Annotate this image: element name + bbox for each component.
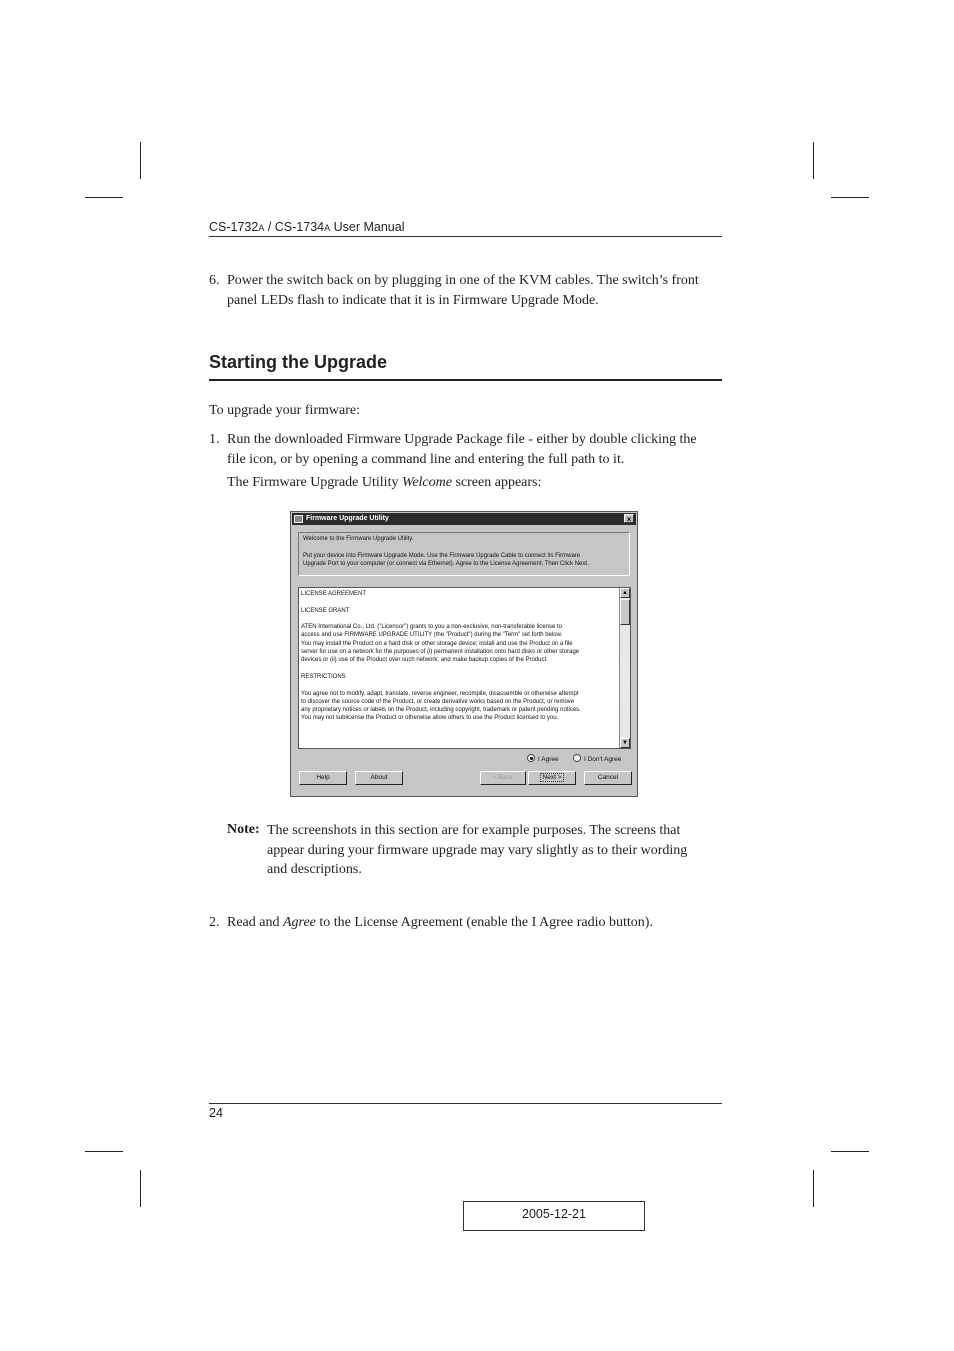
next-button[interactable]: Next >	[528, 771, 576, 785]
crop-mark	[140, 1170, 141, 1207]
step-number: 6.	[209, 273, 220, 288]
page-number: 24	[209, 1106, 223, 1120]
note-text: The screenshots in this section are for example purposes. The screens that appear during your firmware upgrade may vary slightly as to their wording and descriptions.	[267, 823, 688, 877]
crop-mark	[140, 142, 141, 179]
back-button[interactable]: < Back	[480, 771, 526, 785]
intro-text: To upgrade your firmware:	[209, 403, 361, 418]
crop-mark	[85, 197, 123, 198]
crop-mark	[813, 1170, 814, 1207]
crop-mark	[813, 142, 814, 179]
about-button[interactable]: About	[355, 771, 403, 785]
cancel-button[interactable]: Cancel	[584, 771, 632, 785]
crop-mark	[831, 197, 869, 198]
scroll-up-icon[interactable]: ▲	[620, 588, 630, 598]
help-button[interactable]: Help	[299, 771, 347, 785]
scroll-down-icon[interactable]: ▼	[620, 738, 630, 748]
crop-mark	[85, 1151, 123, 1152]
header-rule	[209, 236, 722, 237]
radio-unselected-icon[interactable]	[573, 754, 581, 762]
step-1-text: Run the downloaded Firmware Upgrade Package file - either by double clicking the file icon, or by opening a command line and entering the full path to it.	[227, 432, 697, 467]
crop-mark	[831, 1151, 869, 1152]
radio-selected-icon[interactable]	[527, 754, 535, 762]
section-rule	[209, 379, 722, 381]
disagree-radio[interactable]: I Don't Agree	[573, 754, 621, 764]
section-title: Starting the Upgrade	[209, 352, 388, 372]
footer-rule	[209, 1103, 722, 1104]
close-icon[interactable]: ×	[624, 514, 634, 523]
step-6-text: Power the switch back on by plugging in one of the KVM cables. The switch’s front panel LEDs flash to indicate that it is in Firmware Upgrade Mode.	[227, 273, 699, 308]
welcome-message: Welcome to the Firmware Upgrade Utility. Put your device into Firmware Upgrade Mode. Use the Firmware Upgrade Cable to connect its Firmware Upgrade Port to your computer (or connect via Ethernet). Agree to the License Agreement; Then Click Next.	[298, 532, 630, 576]
scroll-thumb[interactable]	[620, 599, 630, 625]
app-icon	[294, 515, 303, 523]
firmware-upgrade-dialog	[290, 511, 638, 797]
agree-radio[interactable]: I Agree	[527, 754, 559, 764]
running-header: CS-1732A / CS-1734A User Manual	[209, 220, 405, 234]
date-stamp: 2005-12-21	[463, 1201, 645, 1231]
step-number: 2.	[209, 915, 220, 930]
dialog-title: Firmware Upgrade Utility	[306, 515, 389, 522]
license-scrollbar[interactable]	[619, 588, 630, 748]
screenshot-caption: The Firmware Upgrade Utility Welcome screen appears:	[227, 475, 542, 490]
step-number: 1.	[209, 432, 220, 447]
license-textarea[interactable]	[298, 587, 631, 749]
step-2-text: Read and Agree to the License Agreement (enable the I Agree radio button).	[227, 915, 653, 930]
license-text: LICENSE AGREEMENT LICENSE GRANT ATEN International Co., Ltd. ("Licensor") grants to you a non-exclusive, non-transferable license to access and use FIRMWARE UPGRADE UTILITY (the "Product") during the "Term" set forth below. You may install the Product on a hard disk or other storage device; install and use the Product on a file server for use on a network for the purposes of (i) permanent installation onto hard disks or other storage devices or (ii) use of the Product over such network; and make backup copies of the Product. RESTRICTIONS You agree not to modify, adapt, translate, reverse engineer, recompile, disassemble or otherwise attempt to discover the source code of the Product, or create derivative works based on the Product, or remove any proprietary notices or labels on the Product, including copyright, trademark or patent pending notices. You may not sublicense the Product or otherwise allow others to use the Product licensed to you.	[301, 591, 581, 722]
note-label: Note:	[227, 822, 260, 837]
dialog-titlebar	[292, 513, 636, 525]
